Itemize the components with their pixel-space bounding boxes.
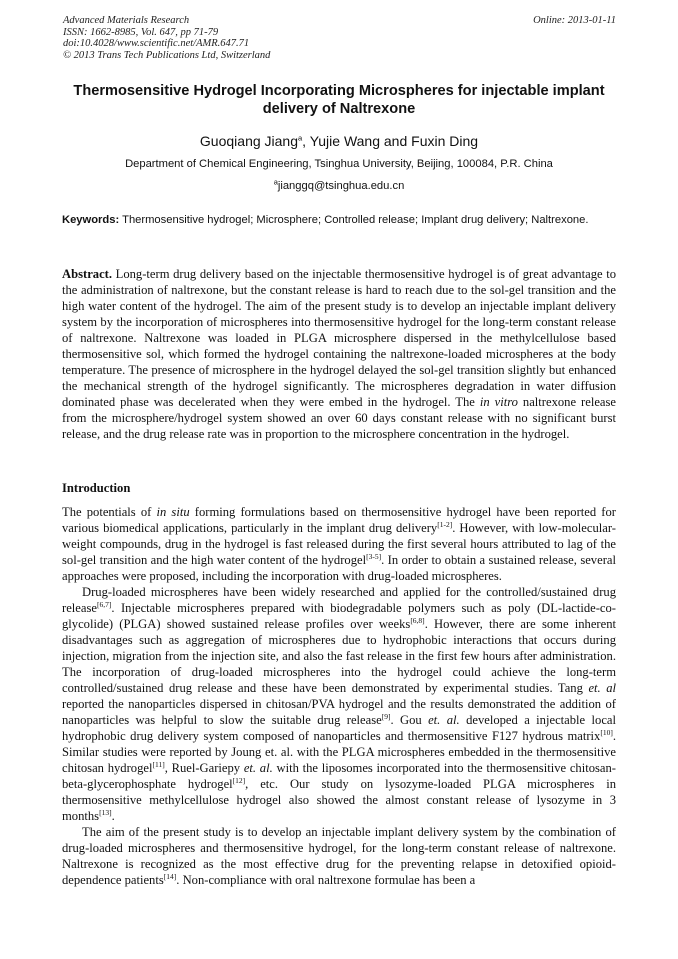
citation-ref: [9] [381,711,391,721]
journal-header [63,15,616,61]
citation-ref: [1-2] [437,519,453,529]
author-email [62,179,616,193]
text-run: . However, there are some inherent disadvantages such as aggregation of microspheres due to hydrophobic interactions that occurs during injection, migration from the injection site, and also the fast release in the first few hours after administration. The incorporation of drug-loaded microspheres into the hydrogel could achieve the long-term controlled/sustained drug release and these have been demonstrated by experimental studies. Tang [62,617,616,695]
email-address: jianggq@tsinghua.edu.cn [277,180,405,192]
italic-run: in situ [156,505,190,519]
other-authors: , Yujie Wang and Fuxin Ding [302,133,479,149]
keywords-label: Keywords: [62,214,120,226]
section-heading-introduction: Introduction [62,481,131,495]
text-run: . However, with low-molecular-weight compounds, drug in the hydrogel is fast released during the first several hours attributed to lag of the sol-gel transition and the high water content of the hydrogel [62,521,616,567]
citation-ref: [12] [232,775,246,785]
online-date: Online: 2013-01-11 [533,15,616,26]
text-run: Drug-loaded microspheres have been widely researched and applied for the controlled/sustained drug release [62,585,616,615]
keywords [62,213,616,228]
abstract-label: Abstract. [62,267,113,281]
author-list [62,132,616,150]
abstract [62,266,616,442]
text-run: developed a injectable local hydrophobic drug delivery system composed of nanoparticles and thermosensitive F127 hydrous matrix [62,713,617,743]
text-run: . Gou [390,713,429,727]
text-run: , etc. Our study on lysozyme-loaded PLGA microspheres in thermosensitive methylcellulose hydrogel also showed the almost constant release of lysozyme in 3 months [62,777,616,823]
text-run: forming formulations based on thermosensitive hydrogel have been reported for various biomedical applications, particularly in the implant drug delivery [62,505,616,535]
abstract-text-1: Long-term drug delivery based on the injectable thermosensitive hydrogel is of great advantage to the administration of naltrexone, but the constant release is hard to reach due to the sol-gel transition and the high water content of the hydrogel. The aim of the present study is to develop an injectable implant delivery system by the incorporation of microspheres into thermosensitive hydrogel for the long-term constant release of naltrexone. Naltrexone was loaded in PLGA microsphere dispersed in the methylcellulose based thermosensitive sol, which formed the hydrogel containing the naltrexone-loaded microspheres at the body temperature. The presence of microsphere in the hydrogel delayed the sol-gel transition slightly but enhanced the mechanical strength of the hydrogel significantly. The microspheres degradation in water diffusion dominated phase was decelerated when they were embed in the hydrogel. The [62,267,616,409]
citation-ref: [6,7] [96,599,112,609]
first-author: Guoqiang Jiang [199,133,298,149]
text-run: . Non-compliance with oral naltrexone formulae has been a [176,873,476,887]
text-run: . In order to obtain a sustained release, several approaches were proposed, including the incorporation with drug-loaded microspheres. [62,553,616,583]
italic-run: et. al. [243,761,273,775]
citation-ref: [13] [99,807,112,817]
text-run: . Injectable microspheres prepared with biodegradable polymers such as poly (DL-lactide-co-glycolide) (PLGA) showed sustained release profiles over weeks [62,601,616,631]
text-run: . [111,809,115,823]
abstract-italic: in vitro [479,395,518,409]
keywords-text: Thermosensitive hydrogel; Microsphere; Controlled release; Implant drug delivery; Naltrexone. [119,214,589,226]
journal-name: Advanced Materials Research [63,15,190,26]
abstract-text-2: naltrexone release from the microsphere/hydrogel system showed an over 60 days constant release with no significant burst release, and the drug release rate was in proportion to the microsphere concentration in the hydrogel. [62,395,616,441]
text-run: The aim of the present study is to develop an injectable implant delivery system by the combination of drug-loaded microspheres and thermosensitive hydrogel, for the long-term constant release of naltrexone. Naltrexone is recognized as the most effective drug for the preventing relapse in detoxified opioid-dependence patients [62,825,616,887]
text-run: . Similar studies were reported by Joung et. al. with the PLGA microspheres embedded in the thermosensitive chitosan hydrogel [62,729,616,775]
intro-paragraph-2 [62,584,616,824]
italic-run: et. al [588,681,616,695]
introduction-body [62,504,616,888]
citation-ref: [14] [163,871,177,881]
text-run: reported the nanoparticles dispersed in chitosan/PVA hydrogel and the results demonstrated the addition of nanoparticles was helpful to slow the suitable drug release [62,697,616,727]
citation-ref: [6,8] [410,615,425,625]
affiliation: Department of Chemical Engineering, Tsinghua University, Beijing, 100084, P.R. China [125,158,553,170]
citation-ref: [10] [600,727,613,737]
issn-line: ISSN: 1662-8985, Vol. 647, pp 71-79 [63,26,219,38]
citation-ref: [3-5] [366,551,382,561]
doi-line: doi:10.4028/www.scientific.net/AMR.647.71 [63,38,250,49]
italic-run: et. al. [428,713,460,727]
text-run: , Ruel-Gariepy [164,761,244,775]
citation-ref: [11] [152,759,165,769]
text-run: with the liposomes incorporated into the thermosensitive chitosan-beta-glycerophosphate hydrogel [62,761,616,791]
text-run: The potentials of [62,505,157,519]
paper-title: Thermosensitive Hydrogel Incorporating Microspheres for injectable implant delivery of Naltrexone [73,83,605,117]
author-sup: a [298,133,303,143]
copyright-line: © 2013 Trans Tech Publications Ltd, Switzerland [63,49,271,61]
email-sup: a [273,177,278,187]
intro-paragraph-1 [62,504,616,584]
intro-paragraph-3 [62,824,616,888]
